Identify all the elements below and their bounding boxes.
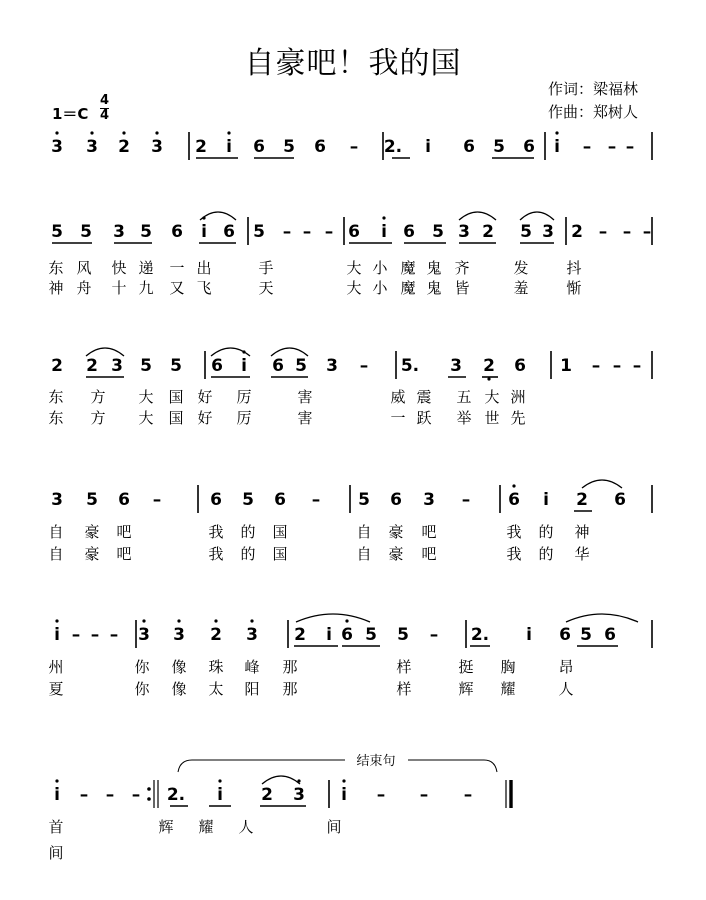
note: 6 xyxy=(403,222,415,242)
lyric-char: 好 xyxy=(197,409,213,427)
dash-extension: – xyxy=(625,137,635,157)
dash-extension: – xyxy=(131,785,141,805)
lyric-char: 大 xyxy=(484,388,500,406)
lyric-char: 太 xyxy=(208,680,224,698)
dash-extension: – xyxy=(429,625,439,645)
ending-bracket-left xyxy=(178,760,345,772)
lyric-char: 国 xyxy=(272,523,288,541)
note: 3 xyxy=(542,222,554,242)
note: 3 xyxy=(293,785,305,805)
lyric-char: 魔 xyxy=(400,279,416,297)
dash-extension: – xyxy=(461,490,471,510)
score-system-3 xyxy=(48,348,652,427)
ending-bracket xyxy=(178,753,497,772)
lyric-char: 珠 xyxy=(208,658,224,676)
note: 6 xyxy=(390,490,402,510)
note: 2. xyxy=(166,785,186,805)
key-signature: 1＝C xyxy=(52,105,89,123)
lyric-char: 像 xyxy=(171,658,187,676)
note: 3 xyxy=(86,137,98,157)
slur xyxy=(211,348,250,356)
note: 3 xyxy=(51,490,63,510)
dash-extension: – xyxy=(105,785,115,805)
dash-extension: – xyxy=(282,222,292,242)
note: 5 xyxy=(140,356,152,376)
note: 6 xyxy=(341,625,353,645)
lyric-char: 惭 xyxy=(566,279,582,297)
octave-dot-above xyxy=(155,131,158,134)
octave-dot-above xyxy=(227,131,230,134)
dash-extension: – xyxy=(324,222,334,242)
note: 5 xyxy=(432,222,444,242)
note: 6 xyxy=(314,137,326,157)
note: 5. xyxy=(400,356,420,376)
note: 2 xyxy=(118,137,130,157)
note: 2 xyxy=(261,785,273,805)
lyric-char: 东 xyxy=(48,388,64,406)
note: 6 xyxy=(274,490,286,510)
octave-dot-above xyxy=(250,619,253,622)
lyric-char: 首 xyxy=(48,818,64,836)
lyric-char: 天 xyxy=(258,279,274,297)
lyric-char: 举 xyxy=(456,409,472,427)
lyric-char: 小 xyxy=(372,259,388,277)
note: 3 xyxy=(151,137,163,157)
score-system-1 xyxy=(51,131,652,160)
lyric-char: 飞 xyxy=(196,279,212,297)
dash-extension: – xyxy=(607,137,617,157)
lyric-char: 像 xyxy=(171,680,187,698)
lyric-char: 胸 xyxy=(500,658,516,676)
note: 6 xyxy=(210,490,222,510)
lyric-char: 自 xyxy=(48,545,64,563)
lyric-char: 害 xyxy=(297,409,313,427)
note: 5 xyxy=(80,222,92,242)
slur xyxy=(262,776,300,784)
score-system-5 xyxy=(48,614,652,698)
octave-dot-above xyxy=(382,216,385,219)
lyric-char: 五 xyxy=(456,388,472,406)
lyric-char: 那 xyxy=(282,658,298,676)
lyric-char: 国 xyxy=(168,388,184,406)
dash-extension: – xyxy=(376,785,386,805)
lyric-char: 你 xyxy=(134,680,150,698)
note: 2 xyxy=(210,625,222,645)
octave-dot-above xyxy=(122,131,125,134)
note: 6 xyxy=(272,356,284,376)
lyric-char: 抖 xyxy=(566,259,582,277)
slur xyxy=(459,212,496,220)
note: 3 xyxy=(173,625,185,645)
lyric-char: 鬼 xyxy=(426,259,442,277)
lyric-char: 人 xyxy=(558,680,574,698)
lyricist-credit: 作词：梁福林 xyxy=(548,80,639,98)
octave-dot-above xyxy=(90,131,93,134)
lyric-char: 又 xyxy=(169,279,185,297)
lyric-char: 峰 xyxy=(244,658,260,676)
note: i xyxy=(526,625,532,645)
note: 1 xyxy=(560,356,572,376)
octave-dot-below xyxy=(487,377,490,380)
dash-extension: – xyxy=(419,785,429,805)
note: 5 xyxy=(295,356,307,376)
note: 2 xyxy=(51,356,63,376)
note: 6 xyxy=(614,490,626,510)
octave-dot-above xyxy=(55,779,58,782)
note: i xyxy=(554,137,560,157)
lyric-char: 东 xyxy=(48,259,64,277)
lyric-char: 州 xyxy=(48,658,64,676)
note: 5 xyxy=(493,137,505,157)
note: 6 xyxy=(508,490,520,510)
note: 2 xyxy=(482,222,494,242)
dash-extension: – xyxy=(463,785,473,805)
note: 3 xyxy=(111,356,123,376)
lyric-char: 自 xyxy=(48,523,64,541)
note: 3 xyxy=(246,625,258,645)
dash-extension: – xyxy=(152,490,162,510)
lyric-char: 出 xyxy=(196,259,212,277)
lyric-char: 东 xyxy=(48,409,64,427)
octave-dot-above xyxy=(512,484,515,487)
lyric-char: 舟 xyxy=(76,279,92,297)
note: 5 xyxy=(580,625,592,645)
slur xyxy=(271,348,308,356)
lyric-char: 大 xyxy=(138,388,154,406)
dash-extension: – xyxy=(582,137,592,157)
note: 5 xyxy=(253,222,265,242)
lyric-char: 豪 xyxy=(84,545,100,563)
lyric-char: 九 xyxy=(138,279,154,297)
note: 5 xyxy=(86,490,98,510)
octave-dot-above xyxy=(177,619,180,622)
lyric-char: 齐 xyxy=(454,259,470,277)
note: 6 xyxy=(523,137,535,157)
lyric-char: 华 xyxy=(574,545,590,563)
lyric-char: 夏 xyxy=(48,680,64,698)
lyric-char: 十 xyxy=(111,279,127,297)
note: 5 xyxy=(283,137,295,157)
note: 5 xyxy=(242,490,254,510)
dash-extension: – xyxy=(622,222,632,242)
note: i xyxy=(326,625,332,645)
lyric-char: 耀 xyxy=(500,680,516,698)
dash-extension: – xyxy=(632,356,642,376)
note: 6 xyxy=(118,490,130,510)
note: i xyxy=(54,625,60,645)
lyric-char: 方 xyxy=(90,409,106,427)
lyric-char: 神 xyxy=(574,523,590,541)
note: 6 xyxy=(463,137,475,157)
slur xyxy=(86,348,124,356)
note: 2 xyxy=(86,356,98,376)
note: 6 xyxy=(171,222,183,242)
note: 2 xyxy=(576,490,588,510)
dash-extension: – xyxy=(598,222,608,242)
lyric-char: 发 xyxy=(513,259,529,277)
lyric-char: 耀 xyxy=(198,818,214,836)
time-signature-bottom: 4 xyxy=(100,108,110,123)
note: 3 xyxy=(51,137,63,157)
lyric-char: 一 xyxy=(390,409,406,427)
lyric-char: 自 xyxy=(356,545,372,563)
lyric-char: 的 xyxy=(538,545,554,563)
lyric-char: 阳 xyxy=(244,680,260,698)
dash-extension: – xyxy=(642,222,652,242)
note: 5 xyxy=(365,625,377,645)
lyric-char: 快 xyxy=(111,259,127,277)
note: 5 xyxy=(51,222,63,242)
lyric-char: 你 xyxy=(134,658,150,676)
lyric-char: 豪 xyxy=(84,523,100,541)
note: 5 xyxy=(358,490,370,510)
lyric-char: 厉 xyxy=(236,388,252,406)
lyric-char: 小 xyxy=(372,279,388,297)
slur xyxy=(520,212,554,220)
score-system-2 xyxy=(48,212,652,297)
lyric-char: 震 xyxy=(416,388,432,406)
lyric-char: 辉 xyxy=(158,818,174,836)
note: i xyxy=(543,490,549,510)
lyric-char: 先 xyxy=(510,409,526,427)
lyric-char: 人 xyxy=(238,818,254,836)
lyric-char: 羞 xyxy=(513,279,529,297)
note: 6 xyxy=(253,137,265,157)
octave-dot-above xyxy=(555,131,558,134)
repeat-dot xyxy=(147,797,151,801)
note: 5 xyxy=(397,625,409,645)
lyric-char: 大 xyxy=(346,259,362,277)
lyric-char: 的 xyxy=(538,523,554,541)
lyric-char: 魔 xyxy=(400,259,416,277)
dash-extension: – xyxy=(359,356,369,376)
note: 5 xyxy=(170,356,182,376)
lyric-char: 间 xyxy=(326,818,342,836)
composer-credit: 作曲：郑树人 xyxy=(548,103,639,121)
note: i xyxy=(54,785,60,805)
note: 2 xyxy=(483,356,495,376)
dash-extension: – xyxy=(302,222,312,242)
lyric-char: 的 xyxy=(240,523,256,541)
octave-dot-above xyxy=(342,779,345,782)
note: 6 xyxy=(211,356,223,376)
lyric-char: 吧 xyxy=(421,545,437,563)
lyric-char: 豪 xyxy=(388,523,404,541)
lyric-char: 国 xyxy=(272,545,288,563)
lyric-char: 神 xyxy=(48,279,64,297)
lyric-char: 吧 xyxy=(116,523,132,541)
lyric-char: 我 xyxy=(506,523,522,541)
lyric-char: 那 xyxy=(282,680,298,698)
lyric-char: 样 xyxy=(396,680,412,698)
lyric-char: 世 xyxy=(484,409,500,427)
lyric-char: 大 xyxy=(346,279,362,297)
dash-extension: – xyxy=(591,356,601,376)
note: 6 xyxy=(348,222,360,242)
dash-extension: – xyxy=(612,356,622,376)
song-title: 自豪吧！我的国 xyxy=(244,46,462,81)
octave-dot-above xyxy=(55,619,58,622)
lyric-char: 吧 xyxy=(116,545,132,563)
note: 5 xyxy=(140,222,152,242)
note: 6 xyxy=(514,356,526,376)
note: 2 xyxy=(294,625,306,645)
note: i xyxy=(241,356,247,376)
lyric-char: 我 xyxy=(208,545,224,563)
note: 6 xyxy=(604,625,616,645)
slur xyxy=(566,614,638,622)
note: 6 xyxy=(559,625,571,645)
dash-extension: – xyxy=(71,625,81,645)
lyric-char: 辉 xyxy=(458,680,474,698)
lyric-char: 自 xyxy=(356,523,372,541)
lyric-char: 挺 xyxy=(458,658,474,676)
lyric-char: 国 xyxy=(168,409,184,427)
lyric-char: 递 xyxy=(138,259,154,277)
ending-bracket-right xyxy=(408,760,497,772)
dash-extension: – xyxy=(349,137,359,157)
lyric-char: 样 xyxy=(396,658,412,676)
lyric-char: 风 xyxy=(76,259,92,277)
dash-extension: – xyxy=(79,785,89,805)
note: i xyxy=(381,222,387,242)
note: 3 xyxy=(113,222,125,242)
lyric-char: 洲 xyxy=(510,388,526,406)
octave-dot-above xyxy=(142,619,145,622)
lyric-char: 跃 xyxy=(416,409,432,427)
lyric-char: 害 xyxy=(297,388,313,406)
lyric-char: 我 xyxy=(208,523,224,541)
note: 6 xyxy=(223,222,235,242)
note: 2. xyxy=(470,625,490,645)
note: 3 xyxy=(458,222,470,242)
repeat-dot xyxy=(147,787,151,791)
octave-dot-above xyxy=(214,619,217,622)
note: 2 xyxy=(195,137,207,157)
dash-extension: – xyxy=(90,625,100,645)
note: 2. xyxy=(383,137,403,157)
note: i xyxy=(341,785,347,805)
lyric-char: 威 xyxy=(390,388,406,406)
octave-dot-above xyxy=(345,619,348,622)
lyric-char: 的 xyxy=(240,545,256,563)
lyric-char: 一 xyxy=(169,259,185,277)
note: 3 xyxy=(450,356,462,376)
score-system-4 xyxy=(48,480,652,563)
slur xyxy=(200,212,236,220)
note: i xyxy=(226,137,232,157)
slur xyxy=(296,614,370,622)
octave-dot-above xyxy=(218,779,221,782)
lyric-char: 鬼 xyxy=(426,279,442,297)
lyric-char: 间 xyxy=(48,844,64,862)
lyric-char: 厉 xyxy=(236,409,252,427)
note: 3 xyxy=(138,625,150,645)
note: i xyxy=(425,137,431,157)
lyric-char: 我 xyxy=(506,545,522,563)
note: 5 xyxy=(520,222,532,242)
note: 2 xyxy=(571,222,583,242)
lyric-char: 吧 xyxy=(421,523,437,541)
lyric-char: 方 xyxy=(90,388,106,406)
slur xyxy=(582,480,622,488)
lyric-char: 昂 xyxy=(558,658,574,676)
note: 3 xyxy=(326,356,338,376)
lyric-char: 皆 xyxy=(454,279,470,297)
lyric-char: 大 xyxy=(138,409,154,427)
dash-extension: – xyxy=(109,625,119,645)
lyric-char: 手 xyxy=(258,259,274,277)
note: i xyxy=(217,785,223,805)
ending-label: 结束句 xyxy=(356,754,396,769)
score-system-6 xyxy=(48,776,511,862)
note: 3 xyxy=(423,490,435,510)
dash-extension: – xyxy=(311,490,321,510)
octave-dot-above xyxy=(55,131,58,134)
note: i xyxy=(201,222,207,242)
time-signature-top: 4 xyxy=(100,93,110,108)
lyric-char: 豪 xyxy=(388,545,404,563)
lyric-char: 好 xyxy=(197,388,213,406)
